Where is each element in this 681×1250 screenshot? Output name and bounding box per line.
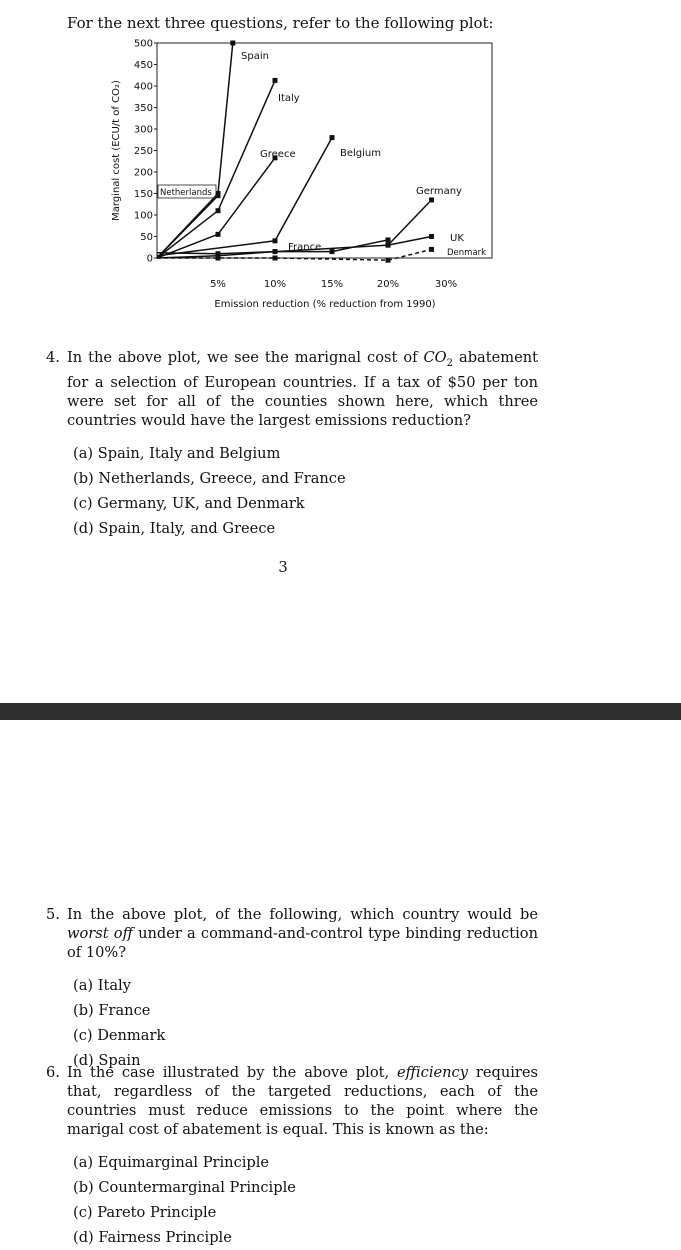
option-d[interactable]: (d) Spain, Italy, and Greece	[73, 519, 276, 537]
series-germany-marker	[273, 249, 278, 254]
x-tick-label: 10%	[263, 279, 287, 290]
y-tick-label: 100	[133, 210, 153, 222]
question-6-number: 6.	[46, 1064, 60, 1081]
option-a[interactable]: (a) Equimarginal Principle	[73, 1154, 270, 1171]
question-4-number: 4.	[46, 349, 60, 366]
question-4	[46, 348, 538, 541]
x-tick-label: 20%	[376, 279, 400, 290]
option-c[interactable]: (c) Pareto Principle	[73, 1204, 217, 1221]
question-5-number: 5.	[46, 906, 60, 923]
series-france-label: France	[288, 242, 322, 253]
y-tick-label: 300	[133, 124, 153, 136]
page-divider	[0, 703, 681, 720]
question-4-options	[73, 441, 538, 541]
option-b[interactable]: (b) Netherlands, Greece, and France	[73, 469, 346, 487]
series-belgium-marker	[273, 238, 278, 243]
y-tick-label: 150	[133, 189, 153, 200]
y-tick-label: 450	[133, 60, 153, 71]
question-6-text: In the case illustrated by the above plot, efficiency requires that, regardless of the targeted reductions, each of the countries must reduce emissions to the point where the marigal cost of abatement is equal. This is known as the:	[67, 1064, 538, 1138]
series-spain-label: Spain	[241, 51, 269, 62]
series-france-marker	[386, 237, 391, 242]
series-denmark-marker	[429, 247, 434, 252]
option-b[interactable]: (b) France	[73, 1002, 151, 1019]
series-uk-marker	[386, 243, 391, 248]
y-tick-label: 350	[133, 103, 153, 114]
y-tick-label: 0	[146, 253, 153, 265]
option-a[interactable]: (a) Spain, Italy and Belgium	[73, 444, 281, 462]
option-b[interactable]: (b) Countermarginal Principle	[73, 1179, 296, 1196]
y-tick-label: 50	[140, 232, 153, 243]
series-denmark-marker	[273, 256, 278, 261]
series-denmark-marker	[216, 256, 221, 261]
series-belgium-marker	[330, 135, 335, 140]
y-tick-label: 250	[133, 146, 153, 157]
series-spain-line	[157, 43, 233, 258]
series-italy-line	[157, 80, 275, 258]
x-tick-label: 15%	[320, 279, 344, 290]
option-c[interactable]: (c) Germany, UK, and Denmark	[73, 494, 305, 512]
option-d[interactable]: (d) Spain	[73, 1052, 141, 1069]
x-axis-label: Emission reduction (% reduction from 1990)	[214, 299, 436, 310]
intro-text: For the next three questions, refer to the following plot:	[67, 14, 494, 32]
question-4-text: In the above plot, we see the marignal cost of $CO_2$ abatement for a selection of European countries. If a tax of $50 per ton were set for all of the counties shown here, which three countries would have the largest emissions reduction?	[67, 349, 538, 429]
abatement-cost-chart	[100, 35, 500, 320]
series-italy-marker	[273, 78, 278, 83]
series-italy-label: Italy	[278, 93, 300, 104]
x-tick-label: 5%	[210, 279, 226, 290]
series-germany-label: Germany	[416, 186, 462, 197]
series-italy-marker	[216, 208, 221, 213]
page-number: 3	[278, 559, 288, 576]
series-france-marker	[330, 249, 335, 254]
option-c[interactable]: (c) Denmark	[73, 1027, 166, 1044]
question-5	[46, 905, 538, 1073]
question-5-text: In the above plot, of the following, which country would be worst off under a command-and-control type binding reduction of 10%?	[67, 906, 538, 961]
y-tick-label: 500	[133, 38, 153, 50]
x-tick-label: 30%	[434, 279, 458, 290]
series-greece-marker	[216, 232, 221, 237]
y-axis-label: Marginal cost (ECU/t of CO₂)	[111, 80, 122, 221]
series-denmark-label: Denmark	[447, 248, 487, 258]
question-6-options	[73, 1150, 538, 1250]
question-5-options	[73, 973, 538, 1073]
series-netherlands-label: Netherlands	[160, 188, 212, 198]
y-tick-label: 200	[133, 167, 153, 179]
question-6	[46, 1063, 538, 1250]
series-germany-marker	[429, 197, 434, 202]
series-uk-label: UK	[450, 233, 464, 244]
option-a[interactable]: (a) Italy	[73, 977, 131, 994]
series-greece-label: Greece	[260, 149, 296, 160]
series-uk-marker	[429, 234, 434, 239]
option-d[interactable]: (d) Fairness Principle	[73, 1229, 232, 1246]
series-spain-marker	[230, 41, 235, 46]
series-denmark-marker	[386, 258, 391, 263]
y-tick-label: 400	[133, 81, 153, 93]
series-belgium-label: Belgium	[340, 148, 381, 159]
